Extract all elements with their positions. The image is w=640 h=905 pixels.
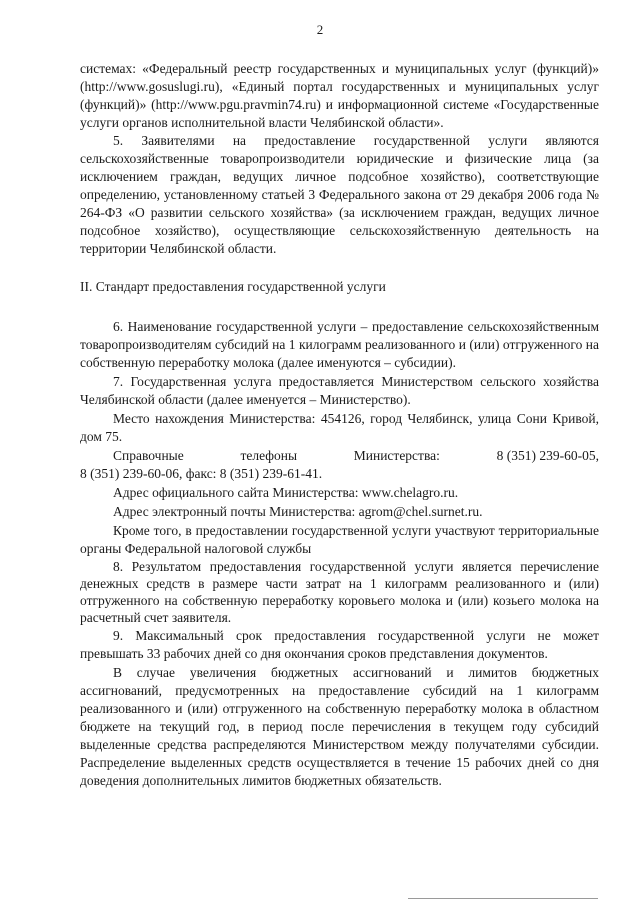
paragraph-tax-service: Кроме того, в предоставлении государственной услуги участвуют территориальные органы Федеральной налоговой службы <box>80 523 599 556</box>
bottom-divider <box>408 898 598 899</box>
paragraph-budget: В случае увеличения бюджетных ассигнований и лимитов бюджетных ассигнований, предусмотренных на предоставление субсидий на 1 килограмм реализованного и (или) отгруженного на собственную переработку молока в областном бюджете на текущий год, в период после перечисления в текущем году субсидий выделенные средства распределяются Министерством между получателями субсидии. Распределение выделенных средств осуществляется в течение 15 рабочих дней со дня доведения дополнительных лимитов бюджетных обязательств. <box>80 665 599 788</box>
paragraph-website: Адрес официального сайта Министерства: www.chelagro.ru. <box>113 485 459 500</box>
document-body <box>80 60 599 790</box>
phones-label-2: телефоны <box>240 448 298 463</box>
phones-line <box>80 447 599 465</box>
paragraph-5-applicants: 5. Заявителями на предоставление государственной услуги являются сельскохозяйственные товаропроизводители юридические и физические лица (за исключением граждан, ведущих личное подсобное хозяйство), соответствующие определению, установленному статьей 3 Федерального закона от 29 декабря 2006 года № 264-ФЗ «О развитии сельского хозяйства» (за исключением граждан, ведущих личное подсобное хозяйство), осуществляющие сельскохозяйственную деятельность на территории Челябинской области. <box>80 133 599 256</box>
paragraph-6-service-name: 6. Наименование государственной услуги – предоставление сельскохозяйственным товаропроизводителям субсидий на 1 килограмм реализованного и (или) отгруженного на собственную переработку молока (далее именуются – субсидии). <box>80 319 599 370</box>
paragraph-email: Адрес электронный почты Министерства: agrom@chel.surnet.ru. <box>113 504 483 519</box>
phones-label-1: Справочные <box>113 448 184 463</box>
paragraph-address: Место нахождения Министерства: 454126, город Челябинск, улица Сони Кривой, дом 75. <box>80 411 599 444</box>
paragraph-7-provider: 7. Государственная услуга предоставляется Министерством сельского хозяйства Челябинской области (далее именуется – Министерство). <box>80 374 599 407</box>
paragraph-9-term: 9. Максимальный срок предоставления государственной услуги не может превышать 33 рабочих дней со дня окончания сроков представления документов. <box>80 628 599 661</box>
paragraph-continuation: системах: «Федеральный реестр государственных и муниципальных услуг (функций)» (http://www.gosuslugi.ru), «Единый портал государственных и муниципальных услуг (функций)» (http://www.pgu.pravmin74.ru) и информационной системе «Государственные услуги органов исполнительной власти Челябинской области». <box>80 61 599 130</box>
section-heading: II. Стандарт предоставления государственной услуги <box>80 279 386 294</box>
page-number: 2 <box>316 22 324 37</box>
phones-number-1: 8 (351) 239-60-05, <box>496 448 599 463</box>
phones-label-3: Министерства: <box>353 448 440 463</box>
paragraph-8-result: 8. Результатом предоставления государственной услуги является перечисление денежных средств в размере части затрат на 1 килограмм реализованного и (или) отгруженного на собственную переработку коровьего молока и (или) козьего молока на расчетный счет заявителя. <box>80 559 599 625</box>
phones-continuation: 8 (351) 239-60-06, факс: 8 (351) 239-61-41. <box>80 466 323 481</box>
